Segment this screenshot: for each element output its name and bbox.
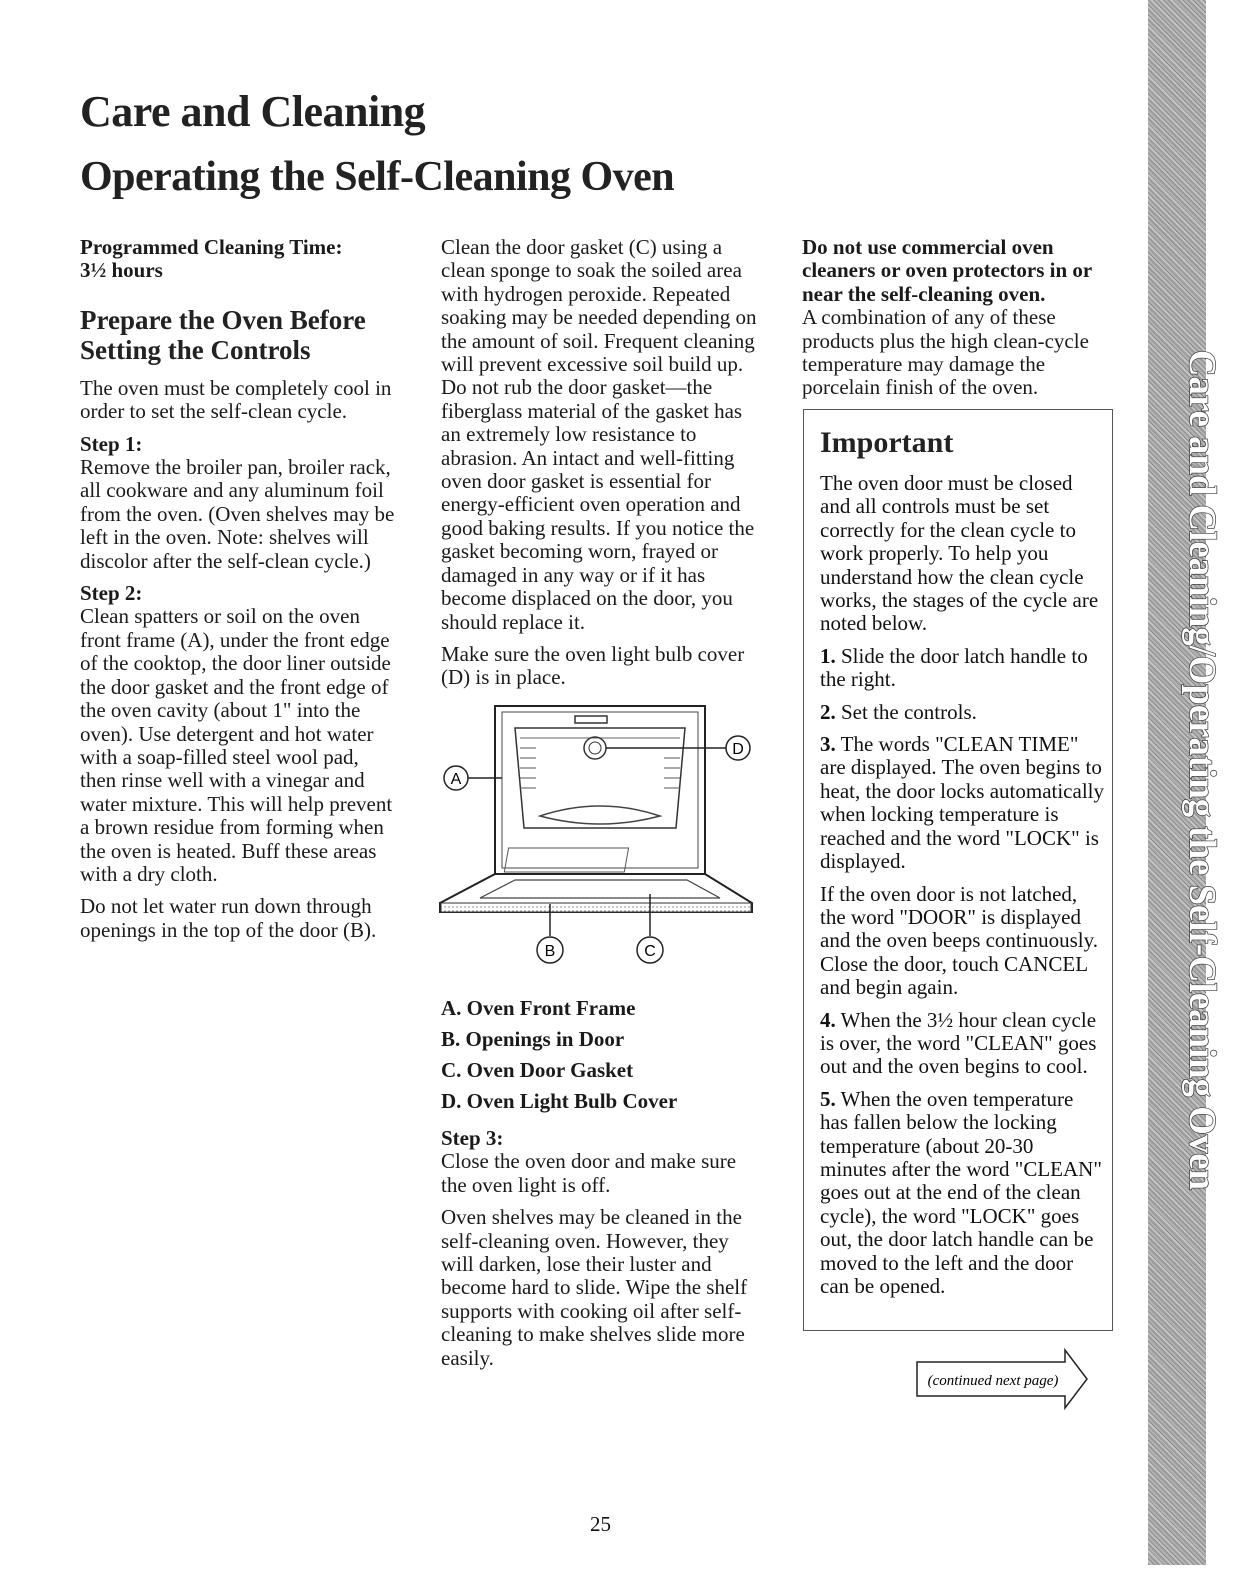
programmed-value: 3½ hours: [80, 258, 163, 283]
oven-diagram: [440, 698, 770, 988]
step3-label: Step 3:: [441, 1126, 504, 1150]
important-step: 1. Slide the door latch handle to the right.: [820, 643, 1088, 692]
step2-text: Clean spatters or soil on the oven front frame (A), under the front edge of the cooktop, the door liner outside the door gasket and the front edge of the oven cavity (about 1" into the oven). Use detergent and hot water with a soap-filled steel wool pad, then rinse well with a vinegar and water mixture. This will help prevent a brown residue from forming when the oven is heated. Buff these areas with a dry cloth.: [80, 604, 393, 886]
column-1: [80, 236, 400, 951]
step1-label: Step 1:: [80, 431, 143, 456]
oven-cavity: [515, 728, 685, 828]
door-latch: [575, 716, 607, 723]
callout-a: [444, 766, 468, 790]
important-step: 5. When the oven temperature has fallen below the locking temperature (about 20-30 minutes after the word "CLEAN" goes out at the end of the clean cycle), the word "LOCK" goes out, the door latch handle can be moved to the left and the door can be opened.: [820, 1086, 1102, 1298]
diagram-legend: [441, 997, 761, 1113]
prepare-heading: [80, 305, 400, 365]
important-box: [803, 409, 1113, 1331]
legend-item: B. Openings in Door: [441, 1027, 625, 1051]
svg-text:B: B: [544, 943, 556, 960]
page-title: Operating the Self-Cleaning Oven: [80, 154, 675, 200]
column-2-lower: [441, 997, 761, 1379]
page-number: 25: [590, 1512, 611, 1536]
water-note: Do not let water run down through openings in the top of the door (B).: [80, 894, 377, 942]
section-title: Care and Cleaning: [80, 87, 426, 136]
callout-b: [537, 937, 563, 963]
callout-c: [637, 937, 663, 963]
important-note: If the oven door is not latched, the word "DOOR" is displayed and the oven beeps continuously. Close the door, touch CANCEL and begin again.: [820, 881, 1098, 1000]
side-tab-label: [1150, 330, 1223, 1230]
door-gasket: [480, 880, 720, 898]
step3-text: Close the oven door and make sure the oven light is off.: [441, 1149, 737, 1197]
step1-text: Remove the broiler pan, broiler rack, all cookware and any aluminum foil from the oven. (Oven shelves may be left in the oven. Note: shelves will discolor after the self-clean cycle.): [80, 455, 395, 573]
svg-text:Care and Cleaning/Operating th: Care and Cleaning/Operating the Self-Cleaning Oven: [1181, 350, 1223, 1219]
light-bulb-cover: [584, 737, 606, 759]
step2-label: Step 2:: [80, 581, 143, 606]
svg-text:A: A: [450, 771, 462, 788]
important-step: 3. The words "CLEAN TIME" are displayed. The oven begins to heat, the door locks automatically when locking temperature is reached and the word "LOCK" is displayed.: [820, 732, 1104, 874]
warning-text: A combination of any of these products plus the high clean-cycle temperature may damage the porcelain finish of the oven.: [802, 305, 1089, 400]
oven-front-frame: [495, 706, 705, 874]
continued-label: (continued next page): [927, 1373, 1059, 1389]
bulb-text: Make sure the oven light bulb cover (D) is in place.: [441, 641, 745, 690]
prepare-heading-line2: Setting the Controls: [80, 334, 311, 365]
important-step: 2. Set the controls.: [820, 699, 977, 724]
bake-element: [540, 806, 660, 824]
programmed-label: Programmed Cleaning Time:: [80, 235, 343, 259]
column-2: [441, 236, 761, 699]
warning-bold: Do not use commercial oven cleaners or oven protectors in or near the self-cleaning oven.: [802, 235, 1092, 306]
svg-text:D: D: [732, 741, 744, 758]
gasket-text: Clean the door gasket (C) using a clean sponge to soak the soiled area with hydrogen peroxide. Repeated soaking may be needed depending on the amount of soil. Frequent cleaning will prevent excessive soil build up. Do not rub the door gasket—the fiberglass material of the gasket has an extremely low resistance to abrasion. An intact and well-fitting oven door gasket is essential for energy-efficient oven operation and good baking results. If you notice the gasket becoming worn, frayed or damaged in any way or if it has become displaced on the door, you should replace it.: [441, 235, 757, 634]
column-3: [802, 236, 1112, 409]
continued-arrow: [915, 1348, 1090, 1410]
legend-item: A. Oven Front Frame: [441, 996, 636, 1020]
important-title: Important: [820, 426, 954, 459]
prepare-heading-line1: Prepare the Oven Before: [80, 304, 366, 335]
important-intro: The oven door must be closed and all controls must be set correctly for the clean cycle to work properly. To help you understand how the clean cycle works, the stages of the cycle are noted below.: [820, 471, 1099, 636]
legend-item: C. Oven Door Gasket: [441, 1058, 634, 1082]
door-top-openings: [441, 903, 751, 912]
shelves-text: Oven shelves may be cleaned in the self-cleaning oven. However, they will darken, lose their luster and become hard to slide. Wipe the shelf supports with cooking oil after self-cleaning to make shelves slide more easily.: [441, 1205, 748, 1370]
callout-d: [726, 736, 750, 760]
intro-text: The oven must be completely cool in order to set the self-clean cycle.: [80, 375, 392, 424]
svg-text:C: C: [644, 943, 656, 960]
important-step: 4. When the 3½ hour clean cycle is over, the word "CLEAN" goes out and the oven begins to cool.: [820, 1007, 1097, 1079]
legend-item: D. Oven Light Bulb Cover: [441, 1089, 678, 1113]
